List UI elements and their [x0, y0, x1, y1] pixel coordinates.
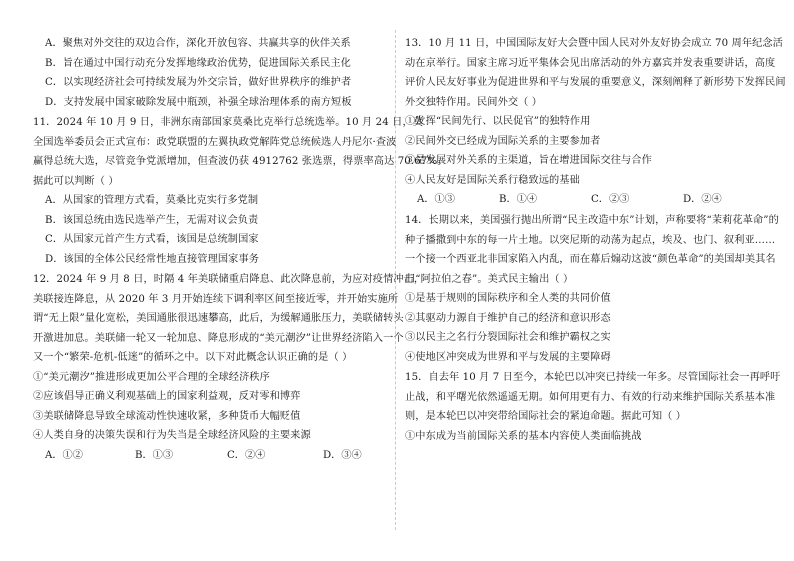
q12-stem-line: 美联接连降息，从 2020 年 3 月开始连续下调利率区间至接近零，并开始实施所 [33, 293, 399, 305]
q13-choices [405, 190, 761, 210]
q14-stem-line: 14．长期以来，美国强行抛出所谓“民主改造中东”计划，声称要将“茉莉花革命”的 [405, 215, 779, 226]
q13-choice-a: A．①③ [417, 194, 455, 205]
q15-stem-line: 止战，和平曙光依然遥遥无期。如何用更有力、有效的行动来维护国际关系基本准 [405, 391, 776, 403]
q13-choice-b: B．①④ [499, 194, 538, 205]
q13-choice-d: D．②④ [683, 194, 722, 205]
q11-option-d: D．该国的全体公民经常性地直接管理国家事务 [45, 253, 260, 265]
q11-option-b: B．该国总统由选民选举产生，无需对议会负责 [45, 214, 259, 226]
q13-choice-c: C．②③ [591, 194, 630, 205]
q10-option-c: C．以实现经济社会可持续发展为外交宗旨，做好世界秩序的维护者 [45, 77, 352, 88]
q12-item-4: ④人类自身的决策失误和行为失当是全球经济风险的主要来源 [33, 430, 311, 441]
q14-stem-line: 曰“阿拉伯之春”。美式民主输出（ ） [405, 273, 574, 285]
q11-stem-line: 据此可以判断（ ） [33, 175, 119, 187]
q12-choice-a: A．①② [45, 449, 83, 461]
q14-item-2: ②其驱动力源自于维护自己的经济和意识形态 [405, 312, 611, 324]
q10-option-b: B．旨在通过中国行动充分发挥地缘政治优势，促进国际关系民主化 [45, 57, 351, 69]
q15-item-1: ①中东成为当前国际关系的基本内容使人类面临挑战 [405, 430, 642, 442]
q12-choice-c: C．②④ [227, 449, 266, 461]
q14-item-1: ①是基于规则的国际秩序和全人类的共同价值 [405, 293, 611, 304]
q15-stem-line: 则，是本轮巴以冲突带给国际社会的紧迫命题。据此可知（ ） [405, 411, 687, 422]
q10-option-d: D．支持发展中国家破除发展中瓶颈，补强全球治理体系的南方短板 [45, 96, 352, 108]
q11-stem-line: 11．2024 年 10 月 9 日，非洲东南部国家莫桑比克举行总统选举。10 月 24 日，莫 [33, 117, 424, 128]
q13-item-3: ③是发展对外关系的主渠道，旨在增进国际交往与合作 [405, 155, 652, 166]
q11-stem-line: 赢得总统大选，尽管竞争党派增加，但查波仍获 4912762 张选票，得票率高达 70.67%。 [33, 156, 448, 167]
q12-stem-line: 谓“无上限”量化宽松，美国通胀很迅速攀高，此后，为缓解通胀压力，美联储转头 [33, 313, 404, 324]
q12-stem-line: 又一个“繁荣-危机-低迷”的循环之中。以下对此概念认识正确的是（ ） [33, 352, 353, 363]
q13-stem-line: 13．10 月 11 日，中国国际友好大会暨中国人民对外友好协会成立 70 周年纪念活 [405, 38, 783, 49]
right-column [405, 34, 786, 446]
q12-item-1: ①“美元潮汐”推进形成更加公平合理的全球经济秩序 [33, 371, 270, 383]
q11-stem-line: 全国选举委员会正式宣布：政党联盟的左翼执政党解阵党总统候选人丹尼尔·查波 [33, 136, 397, 148]
q13-stem-line: 动在京举行。国家主席习近平集体会见出席活动的外方嘉宾并发表重要讲话，高度 [405, 57, 776, 69]
q13-stem-line: 评价人民友好事业为促进世界和平与发展的重要意义，深刻阐释了新形势下发挥民间 [405, 77, 786, 88]
q12-choice-d: D．③④ [323, 449, 362, 461]
q10-option-a: A．聚焦对外交往的双边合作，深化开放包容、共赢共享的伙伴关系 [45, 38, 351, 49]
q14-stem-line: 种子播撒到中东的每一片土地。以突尼斯的动荡为起点，埃及、也门、叙利亚…… [405, 234, 776, 246]
q14-item-4: ④使地区冲突成为世界和平与发展的主要障碍 [405, 351, 611, 363]
q13-item-1: ①发挥“民间先行、以民促官”的独特作用 [405, 116, 591, 127]
q12-stem-line: 12．2024 年 9 月 8 日，时隔 4 年美联储重启降息、此次降息前，为应对疫情冲击， [33, 274, 425, 285]
q13-stem-line: 外交独特作用。民间外交（ ） [405, 96, 543, 108]
q14-stem-line: 一个接一个西亚北非国家陷入内乱，而在幕后煽动这波“颜色革命”的美国却美其名 [405, 254, 776, 265]
q11-option-a: A．从国家的管理方式看，莫桑比克实行多党制 [45, 195, 259, 206]
q12-item-3: ③美联储降息导致全球流动性快速收紧，多种货币大幅贬值 [33, 410, 301, 422]
q15-stem-line: 15．自去年 10 月 7 日至今，本轮巴以冲突已持续一年多。尽管国际社会一再呼吁 [405, 372, 781, 383]
q12-item-2: ②应该倡导正确义利观基础上的国家利益观，反对零和博弈 [33, 391, 301, 402]
q11-option-c: C．从国家元首产生方式看，该国是总统制国家 [45, 234, 259, 245]
q12-choices [33, 446, 389, 466]
q12-stem-line: 开激进加息。美联储一轮又一轮加息、降息形成的“美元潮汐”让世界经济陷入一个 [33, 332, 404, 344]
q12-choice-b: B．①③ [135, 449, 174, 461]
q13-item-2: ②民间外交已经成为国际关系的主要参加者 [405, 135, 601, 147]
q13-item-4: ④人民友好是国际关系行稳致远的基础 [405, 174, 580, 186]
q14-item-3: ③以民主之名行分裂国际社会和维护霸权之实 [405, 332, 611, 343]
